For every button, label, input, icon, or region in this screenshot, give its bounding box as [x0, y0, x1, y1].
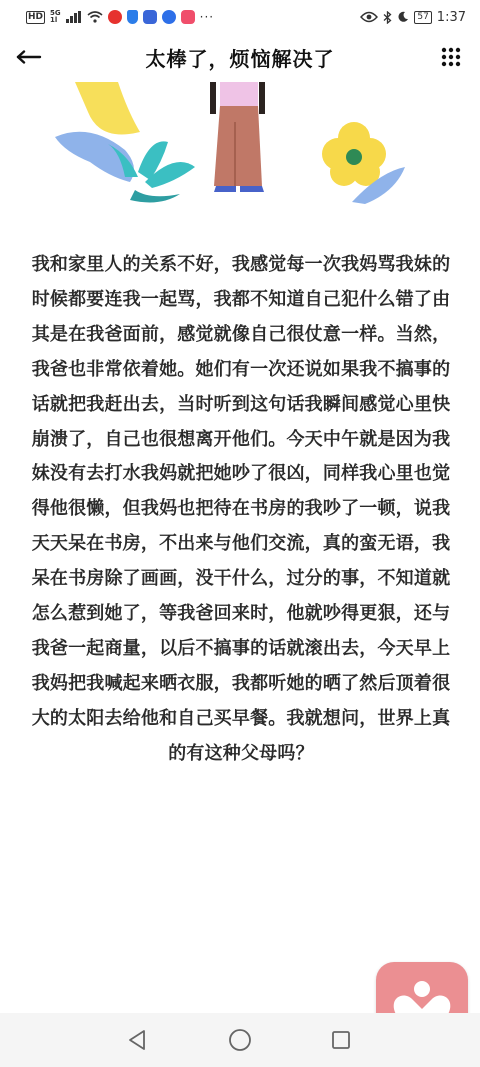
- header-illustration: [0, 82, 480, 212]
- more-dots-icon: [439, 45, 463, 69]
- battery-icon: 57: [414, 11, 431, 24]
- baidu-app-icon: [143, 10, 157, 24]
- status-time: 1:37: [436, 9, 466, 25]
- nav-back-button[interactable]: [122, 1025, 152, 1055]
- signal-icon: [66, 11, 82, 23]
- bluetooth-icon: [383, 11, 392, 24]
- back-button[interactable]: [12, 42, 46, 72]
- red-app-icon: [181, 10, 195, 24]
- more-button[interactable]: [434, 42, 468, 72]
- page-title: 太棒了，烦恼解决了: [145, 46, 335, 71]
- more-notifications-icon: ···: [199, 10, 215, 24]
- flower: [322, 122, 386, 186]
- eye-icon: [360, 11, 378, 23]
- wifi-icon: [87, 11, 103, 23]
- hd-badge: HD: [28, 11, 44, 22]
- status-bar: [0, 0, 480, 34]
- status-right: [360, 10, 466, 25]
- browser-app-icon: [162, 10, 176, 24]
- illustration-graphic: [0, 82, 480, 212]
- moon-icon: [397, 11, 409, 23]
- network-type: [50, 10, 61, 24]
- back-arrow-icon: [16, 50, 42, 64]
- status-left: [26, 10, 214, 24]
- nav-recents-button[interactable]: [326, 1025, 356, 1055]
- nav-home-button[interactable]: [225, 1025, 255, 1055]
- network-top: 5G: [50, 9, 61, 17]
- network-bottom: 1l: [50, 16, 58, 24]
- home-circle-icon: [228, 1028, 252, 1052]
- top-header: [0, 34, 480, 80]
- back-triangle-icon: [126, 1029, 148, 1051]
- recents-square-icon: [330, 1029, 352, 1051]
- system-nav-bar: [0, 1013, 480, 1067]
- weibo-app-icon: [108, 10, 122, 24]
- article-body: 我和家里人的关系不好，我感觉每一次我妈骂我妹的时候都要连我一起骂，我都不知道自己犯什么错了由其是在我爸面前，感觉就像自己很仗意一样。当然，我爸也非常依着她。她们有一次还说如果我不搞事的话就把我赶出去，当时听到这句话我瞬间感觉心里快崩溃了，自己也很想离开他们。今天中午就是因为我妹没有去打水我妈就把她吵了很凶，同样我心里也觉得他很懒，但我妈也把待在书房的我吵了一顿，说我天天呆在书房，不出来与他们交流，真的蛮无语，我呆在书房除了画画，没干什么，过分的事，不知道就怎么惹到她了，等我爸回来时，他就吵得更狠，还与我爸一起商量，以后不搞事的话就滚出去，今天早上我妈把我喊起来晒衣服，我都听她的晒了然后顶着很大的太阳去给他和自己买早餐。我就想问，世界上真的有这种父母吗？: [31, 254, 451, 764]
- shield-app-icon: [127, 10, 138, 24]
